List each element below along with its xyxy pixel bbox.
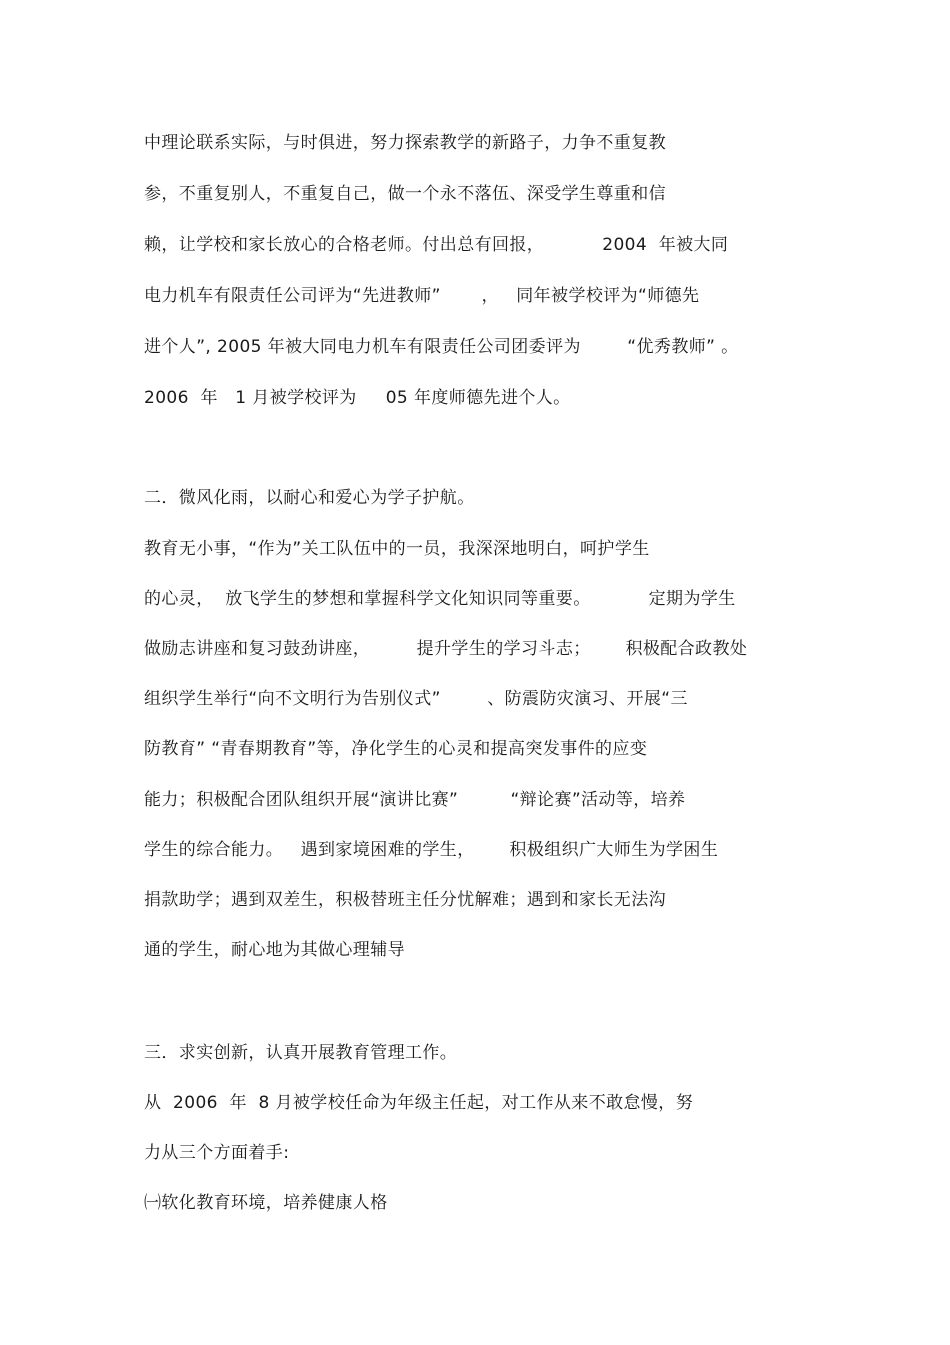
- paragraph-line: 力从三个方面着手:: [144, 1143, 290, 1163]
- paragraph-line: 参，不重复别人，不重复自己，做一个永不落伍、深受学生尊重和信: [144, 184, 666, 204]
- paragraph-line: 2006 年 1 月被学校评为 05 年度师德先进个人。: [144, 388, 571, 408]
- section-heading: 二．微风化雨，以耐心和爱心为学子护航。: [144, 488, 475, 508]
- paragraph-line: 中理论联系实际，与时俱进，努力探索教学的新路子，力争不重复教: [144, 133, 666, 153]
- paragraph-line: 赖，让学校和家长放心的合格老师。付出总有回报， 2004 年被大同: [144, 235, 729, 255]
- paragraph-line: 从 2006 年 8 月被学校任命为年级主任起，对工作从来不敢怠慢，努: [144, 1093, 694, 1113]
- paragraph-line: 做励志讲座和复习鼓劲讲座， 提升学生的学习斗志； 积极配合政教处: [144, 639, 748, 659]
- paragraph-line: 防教育” “青春期教育”等，净化学生的心灵和提高突发事件的应变: [144, 739, 648, 759]
- paragraph-line: 教育无小事，“作为”关工队伍中的一员，我深深地明白，呵护学生: [144, 539, 650, 559]
- subsection-heading: ㈠软化教育环境，培养健康人格: [144, 1193, 388, 1213]
- paragraph-line: 能力；积极配合团队组织开展“演讲比赛” “辩论赛”活动等，培养: [144, 790, 686, 810]
- paragraph-line: 的心灵， 放飞学生的梦想和掌握科学文化知识同等重要。 定期为学生: [144, 589, 736, 609]
- paragraph-line: 进个人”, 2005 年被大同电力机车有限责任公司团委评为 “优秀教师” 。: [144, 337, 739, 357]
- paragraph-line: 电力机车有限责任公司评为“先进教师” ， 同年被学校评为“师德先: [144, 286, 700, 306]
- paragraph-line: 组织学生举行“向不文明行为告别仪式” 、防震防灾演习、开展“三: [144, 689, 688, 709]
- paragraph-line: 学生的综合能力。 遇到家境困难的学生， 积极组织广大师生为学困生: [144, 840, 719, 860]
- paragraph-line: 捐款助学；遇到双差生，积极替班主任分忧解难；遇到和家长无法沟: [144, 890, 666, 910]
- paragraph-line: 通的学生，耐心地为其做心理辅导: [144, 940, 405, 960]
- section-heading: 三．求实创新，认真开展教育管理工作。: [144, 1043, 458, 1063]
